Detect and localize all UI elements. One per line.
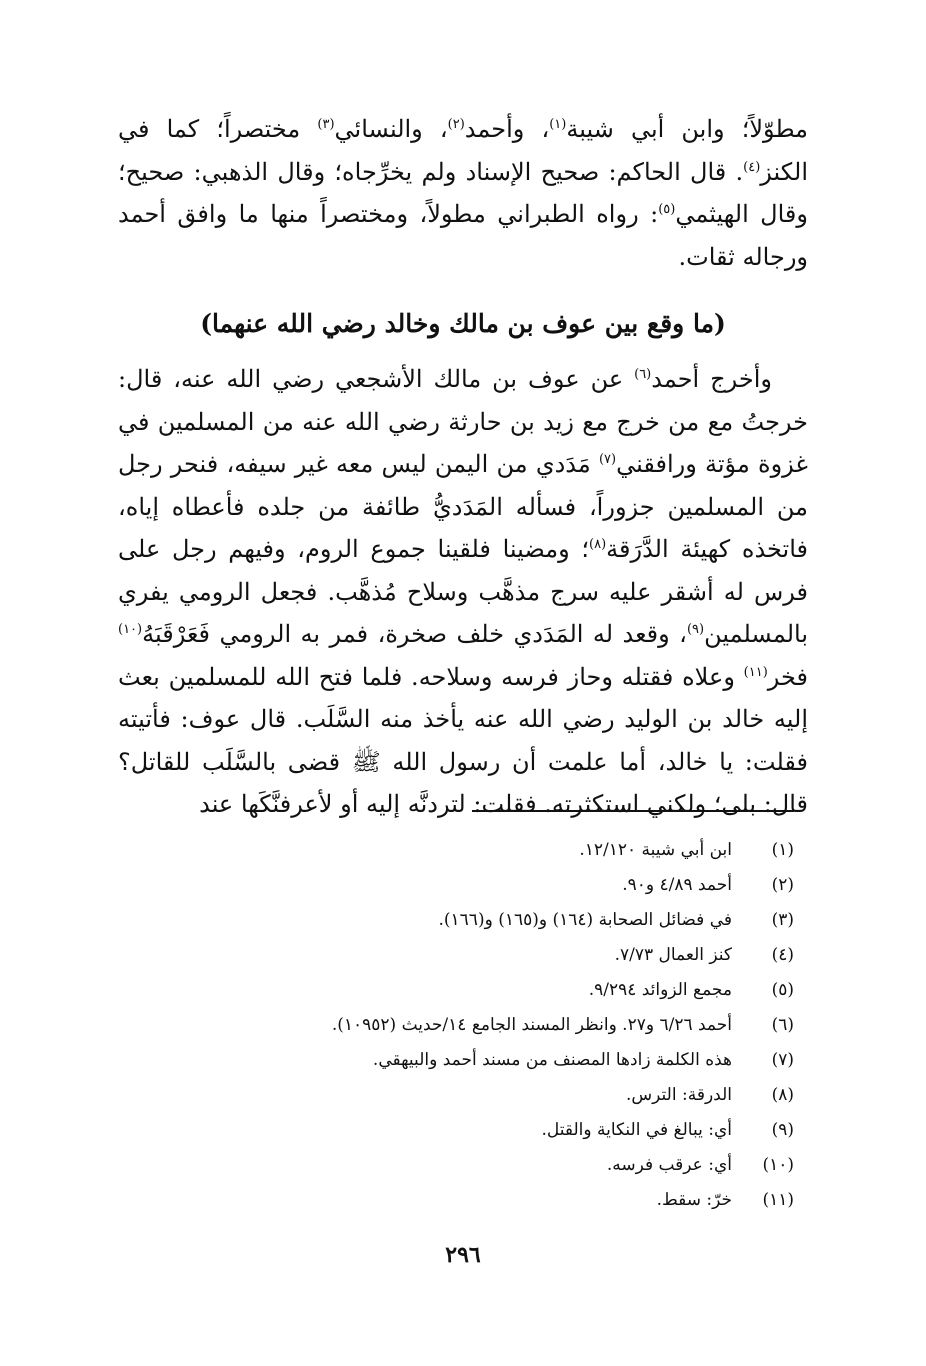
- footnote-number: (٧): [771, 1049, 794, 1070]
- footnote-item: [134, 972, 794, 1007]
- footnote-item: [134, 1147, 794, 1182]
- footnote-item: [134, 832, 794, 867]
- footnote-number: (٤): [771, 944, 794, 965]
- footnote-text: مجمع الزوائد ٩/٢٩٤.: [588, 979, 732, 1000]
- footnote-ref[interactable]: (١): [549, 117, 567, 132]
- footnote-text: أي: عرقب فرسه.: [606, 1154, 732, 1175]
- footnote-ref[interactable]: (١٠): [118, 622, 143, 637]
- footnote-text: أي: يبالغ في النكاية والقتل.: [541, 1119, 732, 1140]
- footnote-text: الدرقة: الترس.: [626, 1084, 732, 1105]
- page-number: ٢٩٦: [445, 1242, 481, 1268]
- footnote-text: هذه الكلمة زادها المصنف من مسند أحمد والبيهقي.: [372, 1049, 732, 1070]
- footnote-item: [134, 902, 794, 937]
- main-text: [118, 108, 808, 826]
- intro-paragraph: مطوّلاً؛ وابن أبي شيبة$^{(١)}$، وأحمد$^{(٢)}$، والنسائي$^{(٣)}$ مختصراً؛ كما في الكنز$^{(٤)}$. قال الحاكم: صحيح الإسناد ولم يخرِّجاه؛ وقال الذهبي: صحيح؛ وقال الهيثمي$^{(٥)}$: رواه الطبراني مطولاً، ومختصراً منها ما وافق أحمد ورجاله ثقات.: [118, 115, 808, 271]
- footnote-text: في فضائل الصحابة (١٦٤) و(١٦٥) و(١٦٦).: [438, 909, 732, 930]
- footnote-ref[interactable]: (٩): [686, 622, 705, 637]
- footnote-text: كنز العمال ٧/٧٣.: [614, 944, 732, 965]
- footnote-number: (١٠): [762, 1154, 794, 1175]
- footnote-divider: [472, 810, 794, 812]
- footnote-ref[interactable]: (١١): [743, 664, 768, 680]
- footnote-number: (٥): [771, 979, 794, 1000]
- section-heading: (ما وقع بين عوف بن مالك وخالد رضي الله عنهما): [200, 309, 726, 338]
- footnote-item: [134, 1112, 794, 1147]
- footnote-ref[interactable]: (٣): [317, 117, 335, 132]
- footnote-number: (٢): [771, 874, 794, 895]
- footnote-number: (٦): [771, 1014, 794, 1035]
- footnote-ref[interactable]: (٨): [589, 537, 607, 552]
- footnote-item: [134, 1007, 794, 1042]
- footnote-item: [134, 867, 794, 902]
- footnote-ref[interactable]: (٤): [743, 159, 761, 175]
- footnote-number: (٨): [771, 1084, 794, 1105]
- footnote-number: (١١): [762, 1189, 794, 1210]
- footnote-number: (٣): [771, 909, 794, 930]
- footnote-ref[interactable]: (٧): [598, 452, 617, 467]
- footnote-number: (٩): [771, 1119, 794, 1140]
- footnote-text: خرّ: سقط.: [656, 1189, 732, 1210]
- footnote-number: (١): [771, 839, 794, 860]
- footnote-item: [134, 1182, 794, 1217]
- footnote-ref[interactable]: (٢): [447, 117, 465, 132]
- footnote-ref[interactable]: (٦): [634, 367, 652, 382]
- footnote-item: [134, 937, 794, 972]
- footnote-ref[interactable]: (٥): [658, 202, 676, 217]
- footnote-text: ابن أبي شيبة ١٢/١٢٠.: [579, 839, 732, 860]
- footnote-item: [134, 1077, 794, 1112]
- footnote-text: أحمد ٤/٨٩ و٩٠.: [622, 874, 732, 895]
- footnotes: [134, 832, 794, 1217]
- footnote-item: [134, 1042, 794, 1077]
- footnote-text: أحمد ٦/٢٦ و٢٧. وانظر المسند الجامع ١٤/حديث (١٠٩٥٢).: [331, 1014, 732, 1035]
- body-paragraph: وأخرج أحمد$^{(٦)}$ عن عوف بن مالك الأشجعي رضي الله عنه، قال: خرجتُ مع من خرج مع زيد بن حارثة رضي الله عنه من المسلمين في غزوة مؤتة ورافقني$^{(٧)}$ مَدَدي من اليمن ليس معه غير سيفه، فنحر رجل من المسلمين جزوراً، فسأله المَدَديُّ طائفة من جلده فأعطاه إياه، فاتخذه كهيئة الدَّرَقة$^{(٨)}$؛ ومضينا فلقينا جموع الروم، وفيهم رجل على فرس له أشقر عليه سرج مذهَّب وسلاح مُذهَّب. فجعل الرومي يفري بالمسلمين$^{(٩)}$، وقعد له المَدَدي خلف صخرة، فمر به الرومي فَعَرْقَبَهُ$^{(١٠)}$ فخر$^{(١١)}$ وعلاه فقتله وحاز فرسه وسلاحه. فلما فتح الله للمسلمين بعث إليه خالد بن الوليد رضي الله عنه يأخذ منه السَّلَب. قال عوف: فأتيته فقلت: يا خالد، أما علمت أن رسول الله ﷺ قضى بالسَّلَب للقاتل؟ قال: بلى؛ ولكني استكثرته. فقلت: لتردنَّه إليه أو لأعرفنَّكَها عند: [118, 365, 809, 818]
